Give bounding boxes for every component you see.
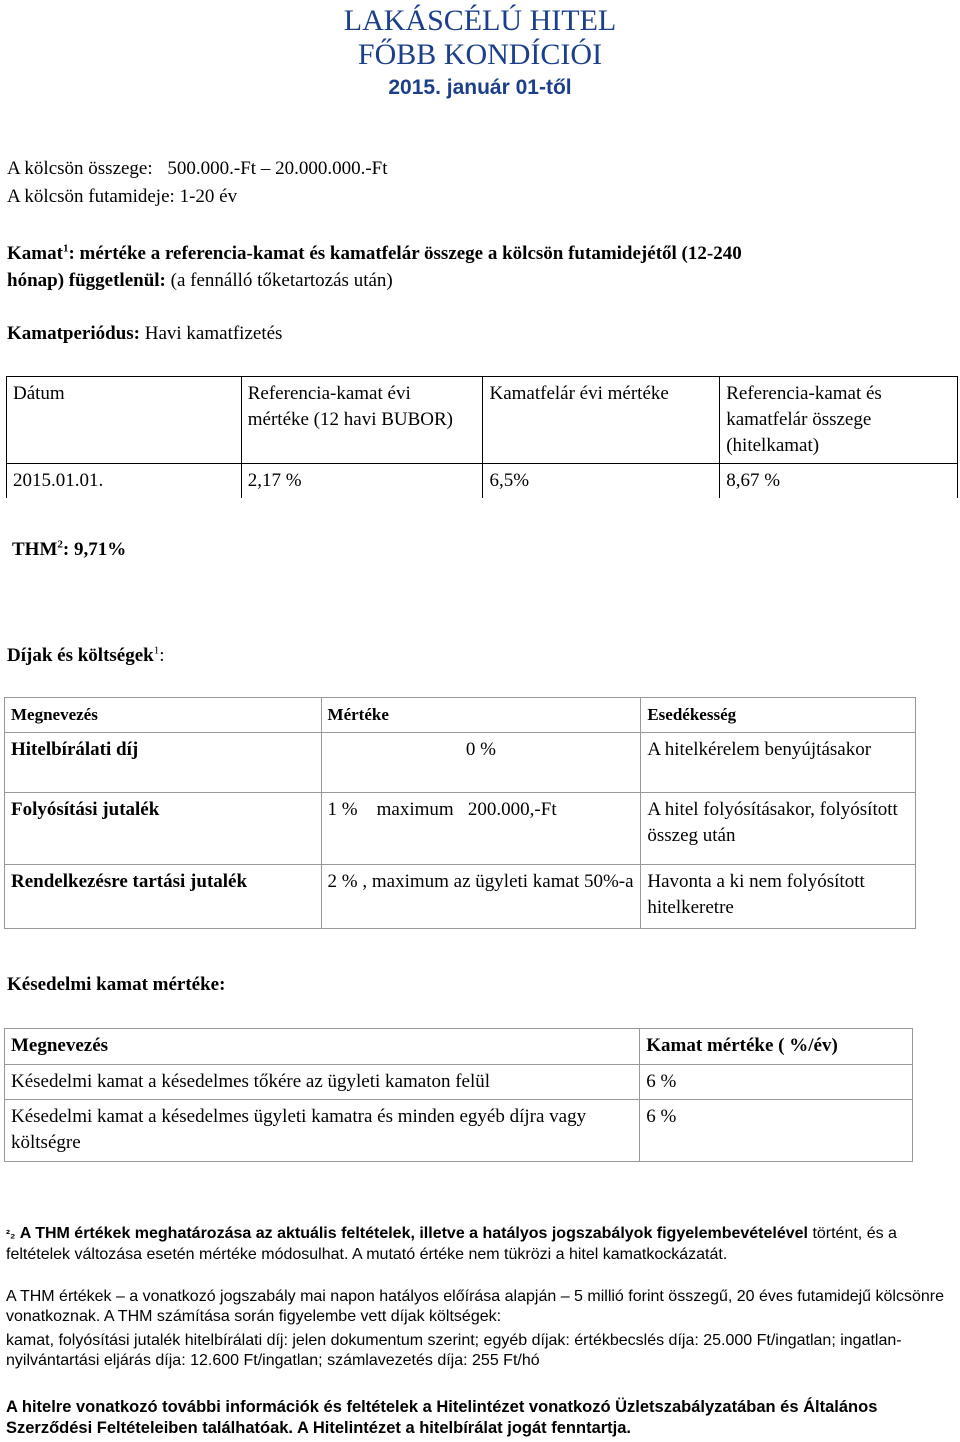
interest-heading: Kamat (7, 243, 63, 264)
fees-cell-due: A hitelkérelem benyújtásakor (641, 733, 916, 793)
late-col-name: Megnevezés (5, 1029, 640, 1065)
footnote-thm-bold: A THM értékek meghatározása az aktuális feltételek, illetve a hatályos jogszabályok figyelembevételével (19, 1225, 808, 1242)
loan-amount (7, 158, 388, 180)
interest-period (7, 323, 282, 345)
late-cell-name: Késedelmi kamat a késedelmes tőkére az ügyleti kamaton felül (5, 1065, 640, 1100)
loan-term (7, 186, 237, 208)
date-line: 2015. január 01-től (388, 76, 572, 99)
rate-col-margin: Kamatfelár évi mértéke (483, 377, 720, 464)
fees-heading-text: Díjak és költségek (7, 645, 154, 666)
loan-term-value: 1-20 év (179, 186, 238, 207)
rate-col-date: Dátum (7, 377, 242, 464)
rate-table (6, 376, 958, 498)
late-cell-rate: 6 % (640, 1100, 913, 1162)
loan-amount-value: 500.000.-Ft – 20.000.000.-Ft (167, 158, 388, 179)
fees-heading (7, 645, 165, 667)
interest-text: : mértéke a referencia-kamat és kamatfelár összege a kölcsön futamidejétől (12-240 (68, 243, 742, 264)
fees-header-row (5, 698, 916, 733)
fees-col-amount: Mértéke (321, 698, 641, 733)
fees-cell-due: A hitel folyósításakor, folyósított összeg után (641, 793, 916, 865)
rate-col-total: Referencia-kamat és kamatfelár összege (hitelkamat) (720, 377, 958, 464)
title-line-1: LAKÁSCÉLÚ HITEL (343, 4, 617, 37)
footnote-fees: kamat, folyósítási jutalék hitelbírálati díj: jelen dokumentum szerint; egyéb díjak: értékbecslés díja: 25.000 Ft/ingatlan; ingatlan-nyilvántartási eljárás díja: 12.600 Ft/ingatlan; számlavezetés díja: 255 Ft/hó (6, 1332, 902, 1369)
late-interest-row (5, 1065, 913, 1100)
fees-cell-amount: 1 % maximum 200.000,-Ft (321, 793, 641, 865)
interest-line-2 (7, 270, 393, 292)
fees-cell-due: Havonta a ki nem folyósított hitelkeretre (641, 865, 916, 929)
title-line-2: FŐBB KONDÍCIÓI (357, 38, 603, 71)
loan-amount-label: A kölcsön összege: (7, 158, 153, 179)
rate-cell-reference: 2,17 % (241, 464, 483, 499)
interest-period-label: Kamatperiódus: (7, 323, 140, 344)
footnote-thm-rest: történt, és a feltételek változása esetén mértéke módosulhat. A mutató értéke nem tükrözi a hitel kamatkockázatát. (6, 1225, 897, 1263)
interest-text-line2: hónap) függetlenül: (7, 270, 166, 291)
interest-text-normal: (a fennálló tőketartozás után) (165, 270, 393, 291)
rate-cell-total: 8,67 % (720, 464, 958, 499)
fees-col-due: Esedékesség (641, 698, 916, 733)
interest-heading-sup: 1 (62, 242, 69, 255)
late-cell-name: Késedelmi kamat a késedelmes ügyleti kamatra és minden egyéb díjra vagy költségre (5, 1100, 640, 1162)
late-interest-row (5, 1100, 913, 1162)
closing-note: A hitelre vonatkozó további információk és feltételek a Hitelintézet vonatkozó Üzletszabályzatában és Általános Szerződési Feltételeiben találhatóak. A Hitelintézet a hitelbírálat jogát fenntartja. (6, 1398, 878, 1437)
footnote-thm (6, 1224, 954, 1264)
fees-row (5, 865, 916, 929)
late-interest-table (4, 1028, 913, 1162)
fees-cell-amount: 0 % (321, 733, 641, 793)
interest-period-value: Havi kamatfizetés (140, 323, 283, 344)
thm (12, 539, 126, 561)
fees-table (4, 697, 916, 929)
thm-label: THM (12, 539, 58, 560)
rate-table-row (7, 464, 958, 499)
fees-row (5, 733, 916, 793)
late-interest-header-row (5, 1029, 913, 1065)
fees-col-name: Megnevezés (5, 698, 322, 733)
footnote-thm-basis: A THM értékek – a vonatkozó jogszabály mai napon hatályos előírása alapján – 5 millió forint összegű, 20 éves futamidejű kölcsönre vonatkoznak. A THM számítása során figyelembe vett díjak költségek: (6, 1288, 944, 1325)
late-cell-rate: 6 % (640, 1065, 913, 1100)
fees-cell-amount: 2 % , maximum az ügyleti kamat 50%-a (321, 865, 641, 929)
interest-line-1 (7, 243, 742, 265)
fees-row (5, 793, 916, 865)
footnote-marker: ²₂ (6, 1227, 16, 1241)
rate-col-reference: Referencia-kamat évi mértéke (12 havi BUBOR) (241, 377, 483, 464)
rate-table-header-row (7, 377, 958, 464)
fees-cell-name: Hitelbírálati díj (5, 733, 322, 793)
fees-cell-name: Folyósítási jutalék (5, 793, 322, 865)
late-col-rate: Kamat mértéke ( %/év) (640, 1029, 913, 1065)
fees-cell-name: Rendelkezésre tartási jutalék (5, 865, 322, 929)
thm-sup: 2 (57, 538, 63, 551)
fees-heading-sup: 1 (153, 644, 160, 657)
rate-cell-date: 2015.01.01. (7, 464, 242, 499)
fees-heading-suffix: : (159, 645, 165, 666)
thm-value: : 9,71% (62, 539, 127, 560)
loan-term-label: A kölcsön futamideje: (7, 186, 175, 207)
late-interest-heading: Késedelmi kamat mértéke: (7, 974, 226, 995)
rate-cell-margin: 6,5% (483, 464, 720, 499)
